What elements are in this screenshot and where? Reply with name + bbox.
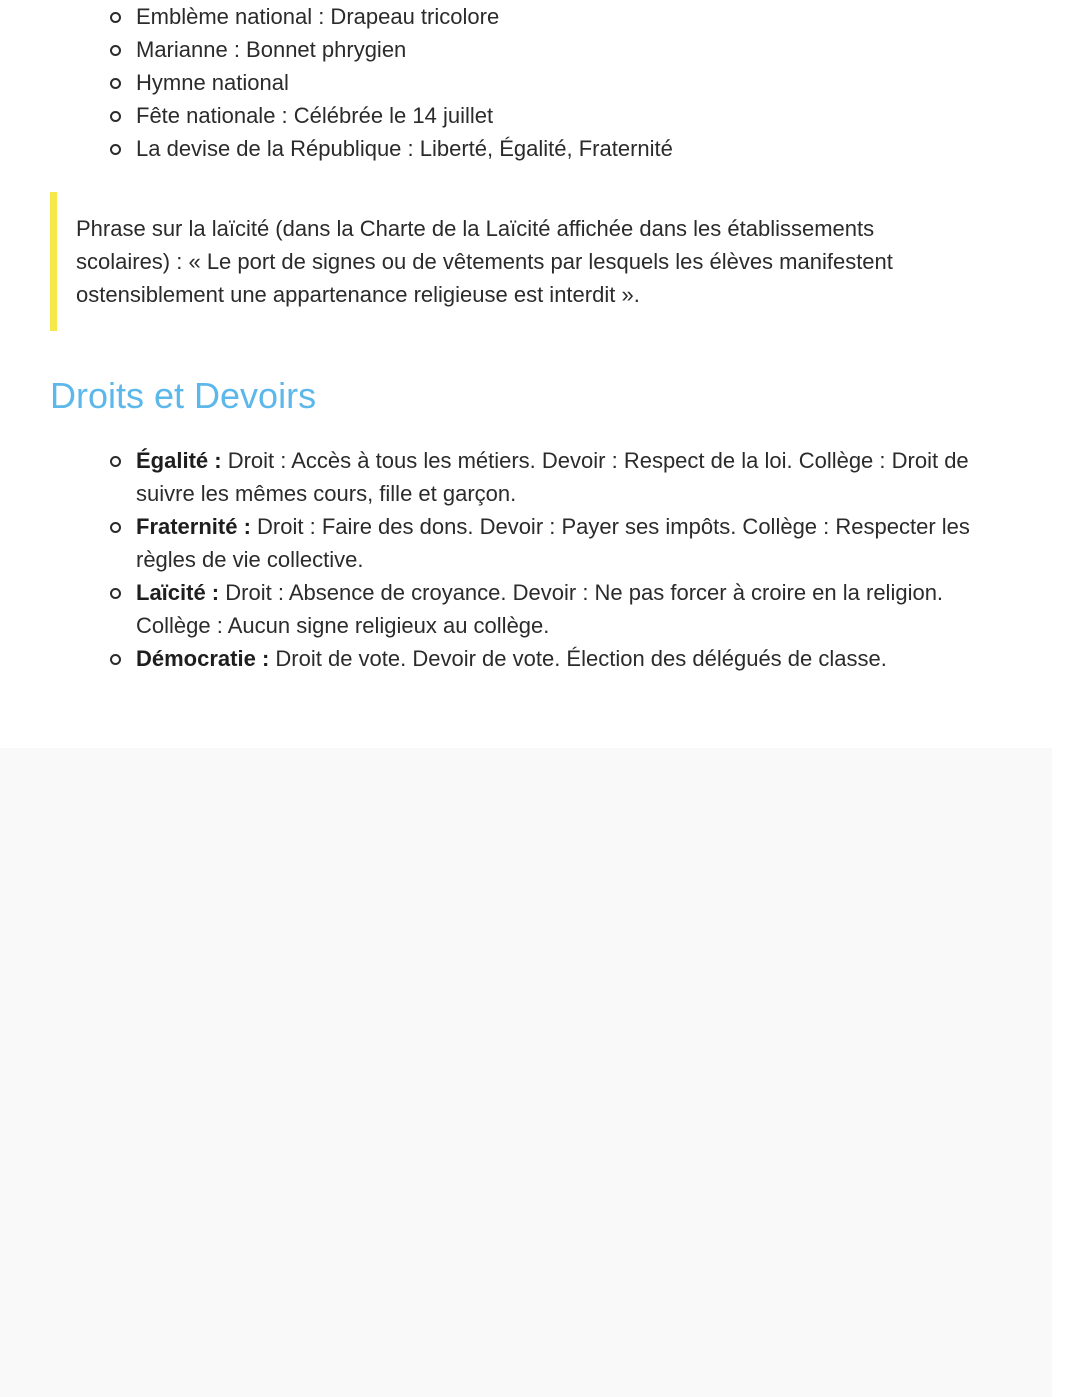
- circle-bullet-icon: [110, 522, 121, 533]
- list-item-term: Démocratie :: [136, 646, 270, 671]
- list-item-text: Emblème national : Drapeau tricolore: [136, 4, 500, 29]
- list-item-text: Hymne national: [136, 70, 289, 95]
- list-item-text: Fête nationale : Célébrée le 14 juillet: [136, 103, 494, 128]
- list-item: [110, 132, 1010, 165]
- circle-bullet-icon: [110, 144, 121, 155]
- circle-bullet-icon: [110, 12, 121, 23]
- circle-bullet-icon: [110, 111, 121, 122]
- page-edge: [1052, 748, 1080, 1397]
- page-background-area: [0, 748, 1052, 1397]
- list-item-text: Droit : Accès à tous les métiers. Devoir : Respect de la loi. Collège : Droit de suivre les mêmes cours, fille et garçon.: [136, 448, 969, 506]
- list-item: [110, 66, 1010, 99]
- circle-bullet-icon: [110, 78, 121, 89]
- list-item-term: Laïcité :: [136, 580, 220, 605]
- circle-bullet-icon: [110, 45, 121, 56]
- circle-bullet-icon: [110, 588, 121, 599]
- list-item-term: Fraternité :: [136, 514, 251, 539]
- list-item-text: Droit de vote. Devoir de vote. Élection des délégués de classe.: [269, 646, 887, 671]
- circle-bullet-icon: [110, 654, 121, 665]
- list-item-term: Égalité :: [136, 448, 222, 473]
- laicite-quote-block: [50, 192, 950, 331]
- list-item: [110, 510, 1000, 576]
- list-item: [110, 444, 1000, 510]
- list-item: [110, 99, 1010, 132]
- list-item: [110, 33, 1010, 66]
- rights-duties-list: [110, 444, 1000, 675]
- list-item-text: Marianne : Bonnet phrygien: [136, 37, 407, 62]
- list-item: [110, 0, 1010, 33]
- list-item-text: La devise de la République : Liberté, Égalité, Fraternité: [136, 136, 673, 161]
- symbols-list: [110, 0, 1010, 165]
- section-title: Droits et Devoirs: [50, 375, 317, 416]
- list-item-text: Droit : Faire des dons. Devoir : Payer ses impôts. Collège : Respecter les règles de vie collective.: [136, 514, 970, 572]
- circle-bullet-icon: [110, 456, 121, 467]
- list-item: [110, 576, 1000, 642]
- list-item: [110, 642, 1000, 675]
- quote-text: Phrase sur la laïcité (dans la Charte de la Laïcité affichée dans les établissements scolaires) : « Le port de signes ou de vêtements par lesquels les élèves manifestent ostensiblement une appartenance religieuse est interdit ».: [76, 216, 893, 307]
- list-item-text: Droit : Absence de croyance. Devoir : Ne pas forcer à croire en la religion. Collège : Aucun signe religieux au collège.: [136, 580, 944, 638]
